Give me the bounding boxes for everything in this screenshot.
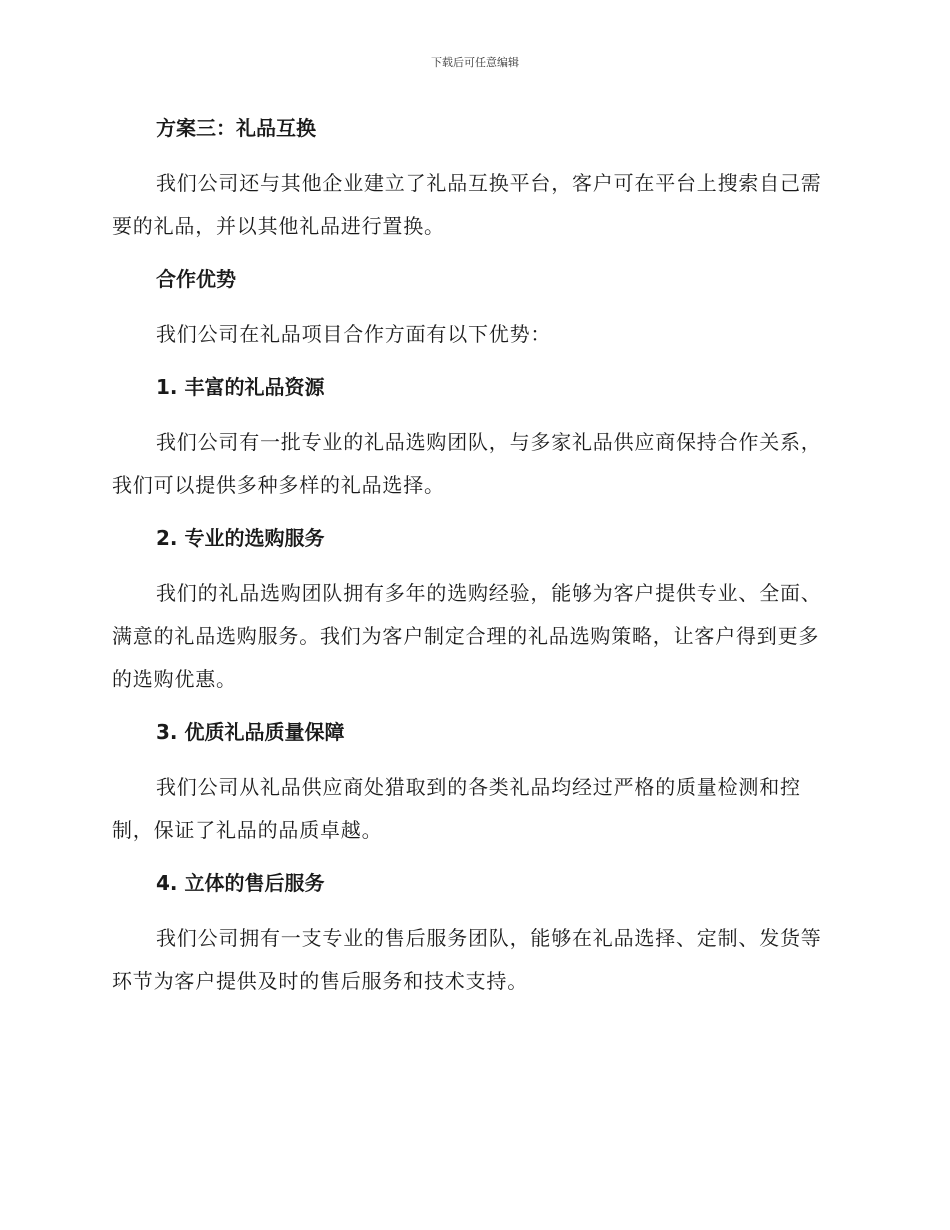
section-heading: 2. 专业的选购服务 [156, 526, 325, 550]
paragraph: 我们公司从礼品供应商处猎取到的各类礼品均经过严格的质量检测和控制，保证了礼品的品质卓越。 [112, 775, 801, 842]
paragraph: 我们公司在礼品项目合作方面有以下优势： [156, 322, 552, 346]
paragraph: 我们公司拥有一支专业的售后服务团队，能够在礼品选择、定制、发货等环节为客户提供及时的售后服务和技术支持。 [112, 926, 822, 993]
paragraph: 我们公司还与其他企业建立了礼品互换平台，客户可在平台上搜索自己需要的礼品，并以其他礼品进行置换。 [112, 171, 822, 238]
section-heading: 合作优势 [156, 267, 236, 291]
section-heading: 1. 丰富的礼品资源 [156, 375, 325, 399]
paragraph: 我们的礼品选购团队拥有多年的选购经验，能够为客户提供专业、全面、满意的礼品选购服务。我们为客户制定合理的礼品选购策略，让客户得到更多的选购优惠。 [112, 581, 822, 691]
section-heading: 3. 优质礼品质量保障 [156, 720, 345, 744]
page-header: 下载后可任意编辑 [431, 56, 519, 69]
section-heading: 4. 立体的售后服务 [156, 871, 325, 895]
paragraph: 我们公司有一批专业的礼品选购团队，与多家礼品供应商保持合作关系，我们可以提供多种多样的礼品选择。 [112, 430, 822, 497]
section-heading: 方案三：礼品互换 [156, 116, 316, 140]
document-body [112, 108, 830, 1014]
